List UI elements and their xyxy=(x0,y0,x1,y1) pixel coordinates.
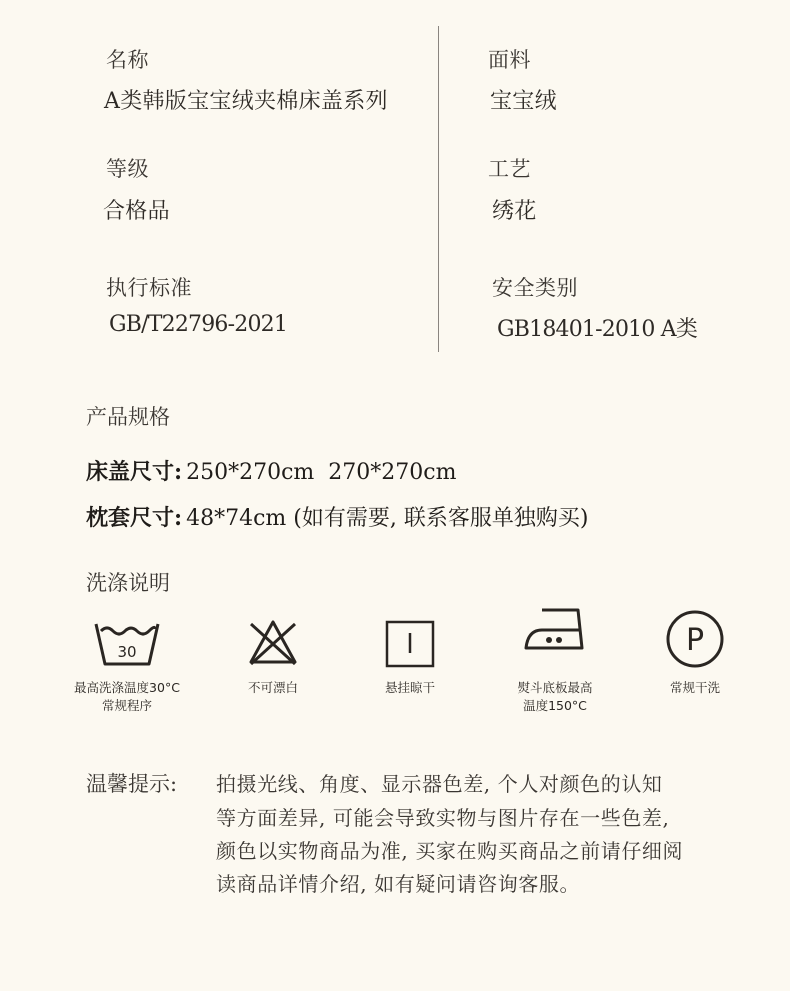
safety-label: 安全类别 xyxy=(492,276,578,300)
note-line-2: 等方面差异, 可能会导致实物与图片存在一些色差, xyxy=(216,806,670,830)
pillow-spec-key: 枕套尺寸: xyxy=(86,505,183,531)
standard-label: 执行标准 xyxy=(106,276,192,300)
craft-value: 绣花 xyxy=(492,199,537,224)
note-line-1: 拍摄光线、角度、显示器色差, 个人对颜色的认知 xyxy=(216,772,663,796)
care-item-iron xyxy=(490,600,620,715)
care-label-dryclean: 常规干洗 xyxy=(669,680,720,695)
care-label-iron-1: 熨斗底板最高 xyxy=(517,680,593,695)
wash-30-icon xyxy=(92,612,162,668)
pillow-spec xyxy=(86,501,588,532)
care-item-bleach xyxy=(218,612,328,697)
hang-dry-icon xyxy=(382,612,438,668)
care-label-wash-2: 常规程序 xyxy=(101,698,152,713)
dry-clean-p-icon xyxy=(664,606,726,668)
pillow-spec-value: 48*74cm (如有需要, 联系客服单独购买) xyxy=(186,506,589,531)
care-label-bleach: 不可漂白 xyxy=(247,680,298,695)
craft-label: 工艺 xyxy=(488,157,531,181)
spec-title: 产品规格 xyxy=(86,405,170,429)
name-label: 名称 xyxy=(106,48,149,72)
note-line-3: 颜色以实物商品为准, 买家在购买商品之前请仔细阅 xyxy=(216,839,684,863)
bedcover-spec-key: 床盖尺寸: xyxy=(86,459,183,485)
care-item-hang xyxy=(355,612,465,697)
fabric-value: 宝宝绒 xyxy=(490,89,557,114)
iron-150-icon xyxy=(522,600,588,668)
column-divider xyxy=(438,26,439,352)
grade-label: 等级 xyxy=(106,157,149,181)
care-item-dryclean xyxy=(640,606,750,697)
safety-value: GB18401-2010 A类 xyxy=(497,317,698,342)
bedcover-spec-value: 250*270cm 270*270cm xyxy=(186,460,457,485)
dry-clean-letter: P xyxy=(685,623,705,658)
note-label: 温馨提示: xyxy=(86,772,178,796)
wash-temp-number: 30 xyxy=(117,643,137,661)
fabric-label: 面料 xyxy=(488,48,531,72)
name-value: A类韩版宝宝绒夹棉床盖系列 xyxy=(104,89,388,114)
care-label-hang: 悬挂晾干 xyxy=(384,680,435,695)
bedcover-spec xyxy=(86,455,456,486)
standard-value: GB/T22796-2021 xyxy=(109,312,288,337)
care-title: 洗涤说明 xyxy=(86,571,170,595)
care-label-wash-1: 最高洗涤温度30°C xyxy=(74,680,180,695)
care-item-wash xyxy=(52,612,202,715)
note-line-4: 读商品详情介绍, 如有疑问请咨询客服。 xyxy=(216,872,581,896)
care-label-iron-2: 温度150°C xyxy=(523,698,587,713)
grade-value: 合格品 xyxy=(103,199,170,224)
do-not-bleach-icon xyxy=(245,612,301,668)
